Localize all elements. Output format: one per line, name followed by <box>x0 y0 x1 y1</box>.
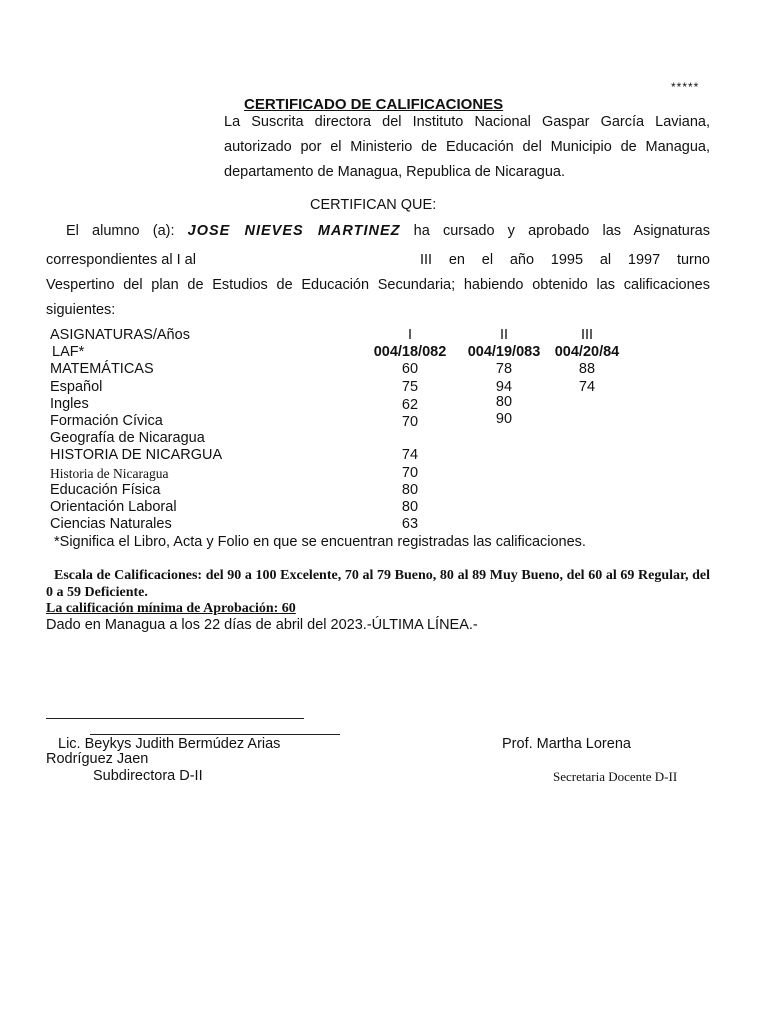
grade-year-1: 80 <box>401 498 419 515</box>
body-line-2b: III en el año 1995 al 1997 turno <box>420 252 710 268</box>
student-name: JOSE NIEVES MARTINEZ <box>187 223 401 239</box>
subject-name: Ingles <box>50 395 89 412</box>
signatory-left-role: Subdirectora D-II <box>93 768 203 784</box>
signatory-left-name: Lic. Beykys Judith Bermúdez Arias <box>58 736 281 752</box>
header-subject: ASIGNATURAS/Años <box>50 327 190 343</box>
footnote: *Significa el Libro, Acta y Folio en que se encuentran registradas las calificaciones. <box>54 534 586 550</box>
laf-year-3: 004/20/84 <box>554 344 620 361</box>
body-line-2a: correspondientes al I al <box>46 252 196 268</box>
subject-name: Historia de Nicaragua <box>50 465 169 481</box>
grade-year-1: 70 <box>401 464 419 481</box>
laf-row <box>50 344 650 361</box>
body-line-2 <box>46 252 710 268</box>
subject-name: HISTORIA DE NICARGUA <box>50 447 223 464</box>
header-year-2: II <box>499 327 509 343</box>
header-year-1: I <box>407 327 413 343</box>
table-row <box>50 361 650 378</box>
table-row <box>50 447 650 464</box>
grade-year-1: 75 <box>401 378 419 395</box>
certifican-heading: CERTIFICAN QUE: <box>310 197 437 213</box>
grade-year-3: 74 <box>578 378 596 395</box>
subject-name: Geografía de Nicaragua <box>50 430 205 447</box>
table-row <box>50 516 650 533</box>
table-row <box>50 410 650 430</box>
body-line-4: siguientes: <box>46 302 116 318</box>
table-row <box>50 465 650 482</box>
intro-line-3: departamento de Managua, Republica de Nicaragua. <box>224 164 565 180</box>
table-row <box>50 499 650 516</box>
subject-name: Español <box>50 378 103 395</box>
student-prefix: El alumno (a): <box>66 223 175 239</box>
table-row <box>50 393 650 413</box>
grading-scale: Escala de Calificaciones: del 90 a 100 Excelente, 70 al 79 Bueno, 80 al 89 Muy Bueno, del 60 al 69 Regular, del 0 a 59 Deficiente. <box>46 568 710 600</box>
grade-year-3: 88 <box>578 361 596 378</box>
grade-year-1: 62 <box>401 396 419 413</box>
header-year-3: III <box>580 327 594 343</box>
subject-name: Ciencias Naturales <box>50 516 172 533</box>
grade-year-1: 74 <box>401 447 419 464</box>
subject-name: Educación Física <box>50 481 161 498</box>
signature-line-left <box>46 718 304 719</box>
signatory-right-role: Secretaria Docente D-II <box>553 769 678 784</box>
subject-name: Formación Cívica <box>50 412 163 429</box>
grade-year-1: 80 <box>401 481 419 498</box>
intro-line-2: autorizado por el Ministerio de Educación del Municipio de Managua, <box>224 139 710 155</box>
certificate-title: CERTIFICADO DE CALIFICACIONES <box>244 96 504 113</box>
table-row <box>50 379 650 396</box>
subject-name: Orientación Laboral <box>50 498 177 515</box>
laf-label: LAF* <box>52 344 85 361</box>
grade-year-1: 63 <box>401 516 419 533</box>
minimum-grade: La calificación mínima de Aprobación: 60 <box>46 601 296 616</box>
body-line-3: Vespertino del plan de Estudios de Educación Secundaria; habiendo obtenido las calificaciones <box>46 277 710 293</box>
body-line-1 <box>46 223 710 239</box>
table-row <box>50 430 650 447</box>
table-row <box>50 482 650 499</box>
grade-year-2: 80 <box>495 393 513 410</box>
grade-year-2: 94 <box>495 378 513 395</box>
signature-line-right <box>90 734 340 735</box>
grade-year-1: 60 <box>401 361 419 378</box>
subject-name: MATEMÁTICAS <box>50 361 154 378</box>
issue-date: Dado en Managua a los 22 días de abril del 2023.-ÚLTIMA LÍNEA.- <box>46 617 478 633</box>
grade-year-1: 70 <box>401 413 419 430</box>
signatory-left-name-cont: Rodríguez Jaen <box>46 751 149 767</box>
laf-year-1: 004/18/082 <box>373 344 447 361</box>
signatory-right-name: Prof. Martha Lorena <box>502 736 631 752</box>
grade-year-2: 90 <box>495 410 513 427</box>
student-suffix: ha cursado y aprobado las Asignaturas <box>413 223 710 239</box>
intro-line-1: La Suscrita directora del Instituto Nacional Gaspar García Laviana, <box>224 114 710 130</box>
header-mark: ***** <box>671 80 700 94</box>
laf-year-2: 004/19/083 <box>467 344 541 361</box>
grade-year-2: 78 <box>495 361 513 378</box>
grades-header-row <box>50 327 650 344</box>
grades-table <box>50 327 650 533</box>
